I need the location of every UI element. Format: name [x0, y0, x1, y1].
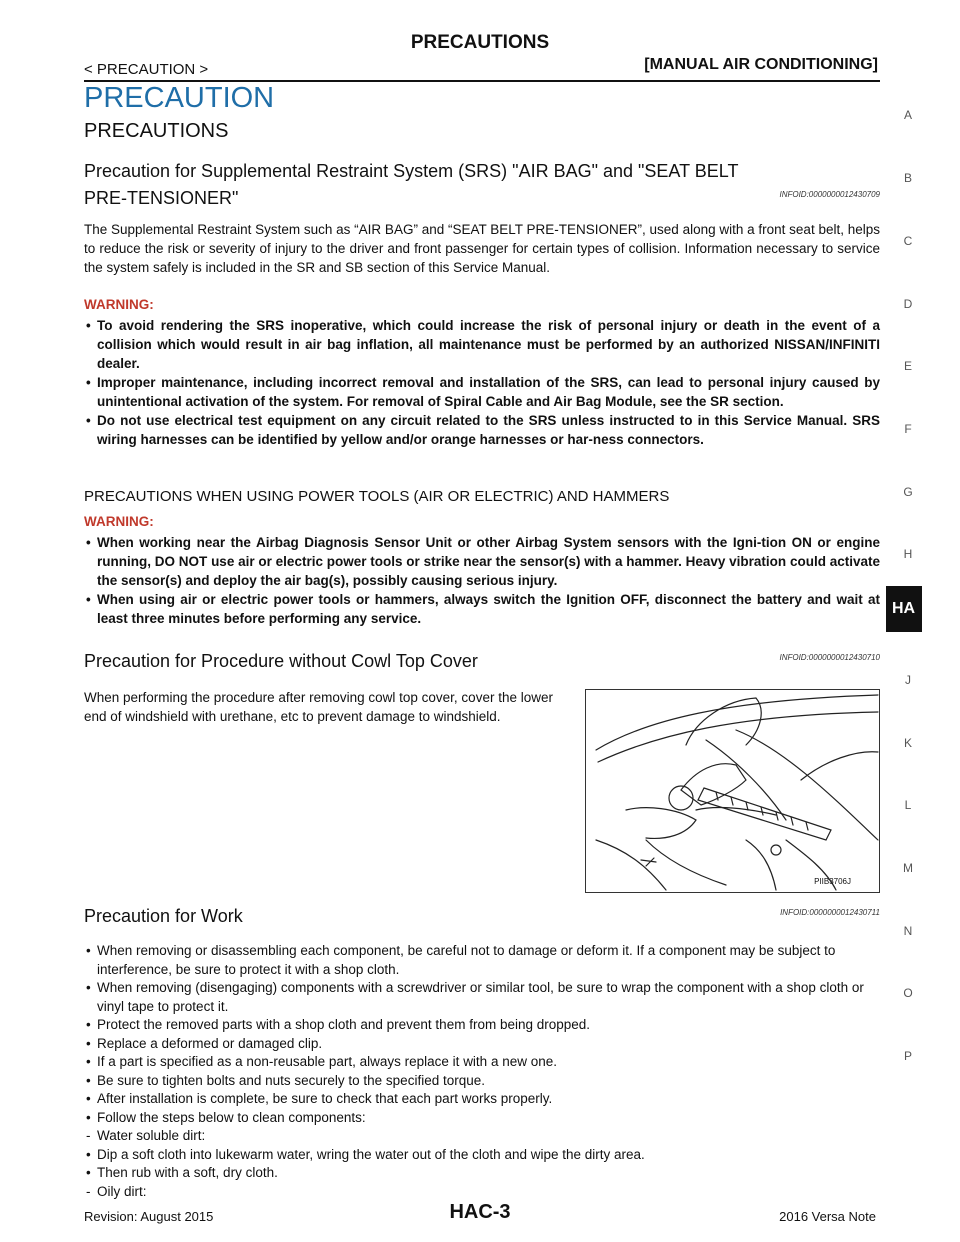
side-index-letter[interactable]: D — [903, 297, 913, 311]
work-item: • When removing or disassembling each component, be careful not to damage or deform it. If a component may be subject to interference, be sure to protect it with a shop cloth. — [84, 942, 880, 979]
work-item: • Then rub with a soft, dry cloth. — [84, 1164, 880, 1183]
work-item: • Dip a soft cloth into lukewarm water, wring the water out of the cloth and wipe the dirty area. — [84, 1146, 880, 1165]
work-item: • After installation is complete, be sure to check that each part works properly. — [84, 1090, 880, 1109]
work-item: • When removing (disengaging) components with a screwdriver or similar tool, be sure to wrap the component with a shop cloth or vinyl tape to protect it. — [84, 979, 880, 1016]
windshield-illustration — [586, 690, 879, 892]
side-index-letter[interactable]: P — [903, 1049, 912, 1063]
srs-infoid: INFOID:0000000012430709 — [779, 190, 880, 199]
side-index-letter[interactable]: O — [903, 986, 913, 1000]
srs-warning-item: • To avoid rendering the SRS inoperative, which could increase the risk of personal injury or death in the event of a collision which would result in air bag inflation, all maintenance must be performed by an authorized NISSAN/INFINITI dealer. — [84, 316, 880, 373]
cowl-precaution-title — [84, 648, 880, 675]
header-manual-label: [MANUAL AIR CONDITIONING] — [644, 56, 878, 73]
cowl-body-text: When performing the procedure after removing cowl top cover, cover the lower end of windshield with urethane, etc to prevent damage to windshield. — [84, 690, 553, 724]
work-infoid: INFOID:0000000012430711 — [780, 908, 880, 917]
side-index-letter[interactable]: H — [903, 547, 913, 561]
work-precaution-title — [84, 903, 880, 930]
side-index-letter[interactable]: M — [903, 861, 913, 875]
side-index-letter[interactable]: L — [904, 798, 912, 812]
side-index-letter[interactable]: C — [903, 234, 913, 248]
power-tools-title: PRECAUTIONS WHEN USING POWER TOOLS (AIR OR ELECTRIC) AND HAMMERS — [84, 488, 670, 505]
srs-warning-item: • Improper maintenance, including incorrect removal and installation of the SRS, can lead to personal injury caused by unintentional activation of the system. For removal of Spiral Cable and Air Bag Module, see the SR section. — [84, 373, 880, 411]
work-precaution-list — [84, 942, 880, 1201]
section-heading: PRECAUTION — [84, 82, 275, 114]
srs-warning-item: • Do not use electrical test equipment on any circuit related to the SRS unless instructed to in this Service Manual. SRS wiring harnesses can be identified by yellow and/or orange harnesses or har-ness connectors. — [84, 411, 880, 449]
side-index-letter[interactable]: J — [905, 673, 911, 687]
page-header-title: PRECAUTIONS — [410, 32, 550, 53]
subsection-heading: PRECAUTIONS — [84, 120, 229, 142]
side-index-letter[interactable]: B — [903, 171, 912, 185]
windshield-figure — [585, 689, 880, 893]
power-tools-warning-item: • When working near the Airbag Diagnosis Sensor Unit or other Airbag System sensors with the Igni-tion ON or engine running, DO NOT use air or electric power tools or strike near the sensor(s) with a hammer. Heavy vibration could activate the sensor(s) and deploy the air bag(s), possibly causing serious injury. — [84, 533, 880, 590]
side-index-letter[interactable]: K — [903, 736, 912, 750]
cowl-infoid: INFOID:0000000012430710 — [779, 653, 880, 662]
side-index-active-tab[interactable]: HA — [886, 586, 922, 632]
srs-title-line-2: PRE-TENSIONER" — [84, 188, 239, 208]
work-item: - Water soluble dirt: — [84, 1127, 880, 1146]
power-tools-warning-label: WARNING: — [84, 514, 154, 529]
work-item: • Replace a deformed or damaged clip. — [84, 1035, 880, 1054]
srs-precaution-title — [84, 158, 880, 212]
srs-warning-list — [84, 316, 880, 449]
footer-model: 2016 Versa Note — [779, 1209, 876, 1224]
work-item: • Be sure to tighten bolts and nuts securely to the specified torque. — [84, 1072, 880, 1091]
side-index-letter[interactable]: E — [903, 359, 912, 373]
figure-code: PIIB3706J — [814, 877, 851, 886]
header-section-label: < PRECAUTION > — [84, 61, 209, 78]
side-index-letter[interactable]: N — [903, 924, 913, 938]
footer-revision: Revision: August 2015 — [84, 1209, 214, 1224]
work-item: • Follow the steps below to clean components: — [84, 1109, 880, 1128]
srs-warning-label: WARNING: — [84, 297, 154, 312]
srs-body-text: The Supplemental Restraint System such as “AIR BAG” and “SEAT BELT PRE-TENSIONER”, used along with a front seat belt, helps to reduce the risk or severity of injury to the driver and front passenger for certain types of collision. Information necessary to service the system safely is included in the SR and SB section of this Service Manual. — [84, 222, 880, 275]
side-index-letter[interactable]: G — [903, 485, 913, 499]
footer-page-number: HAC-3 — [449, 1201, 511, 1223]
cowl-title-text: Precaution for Procedure without Cowl Top Cover — [84, 651, 478, 671]
power-tools-warning-list — [84, 533, 880, 628]
work-item: - Oily dirt: — [84, 1183, 880, 1202]
side-index-letter[interactable]: F — [904, 422, 912, 436]
work-title-text: Precaution for Work — [84, 906, 243, 926]
side-index-letter[interactable]: A — [903, 108, 912, 122]
work-item: • If a part is specified as a non-reusable part, always replace it with a new one. — [84, 1053, 880, 1072]
power-tools-warning-item: • When using air or electric power tools or hammers, always switch the Ignition OFF, disconnect the battery and wait at least three minutes before performing any service. — [84, 590, 880, 628]
srs-title-line-1: Precaution for Supplemental Restraint System (SRS) "AIR BAG" and "SEAT BELT — [84, 161, 739, 181]
work-item: • Protect the removed parts with a shop cloth and prevent them from being dropped. — [84, 1016, 880, 1035]
